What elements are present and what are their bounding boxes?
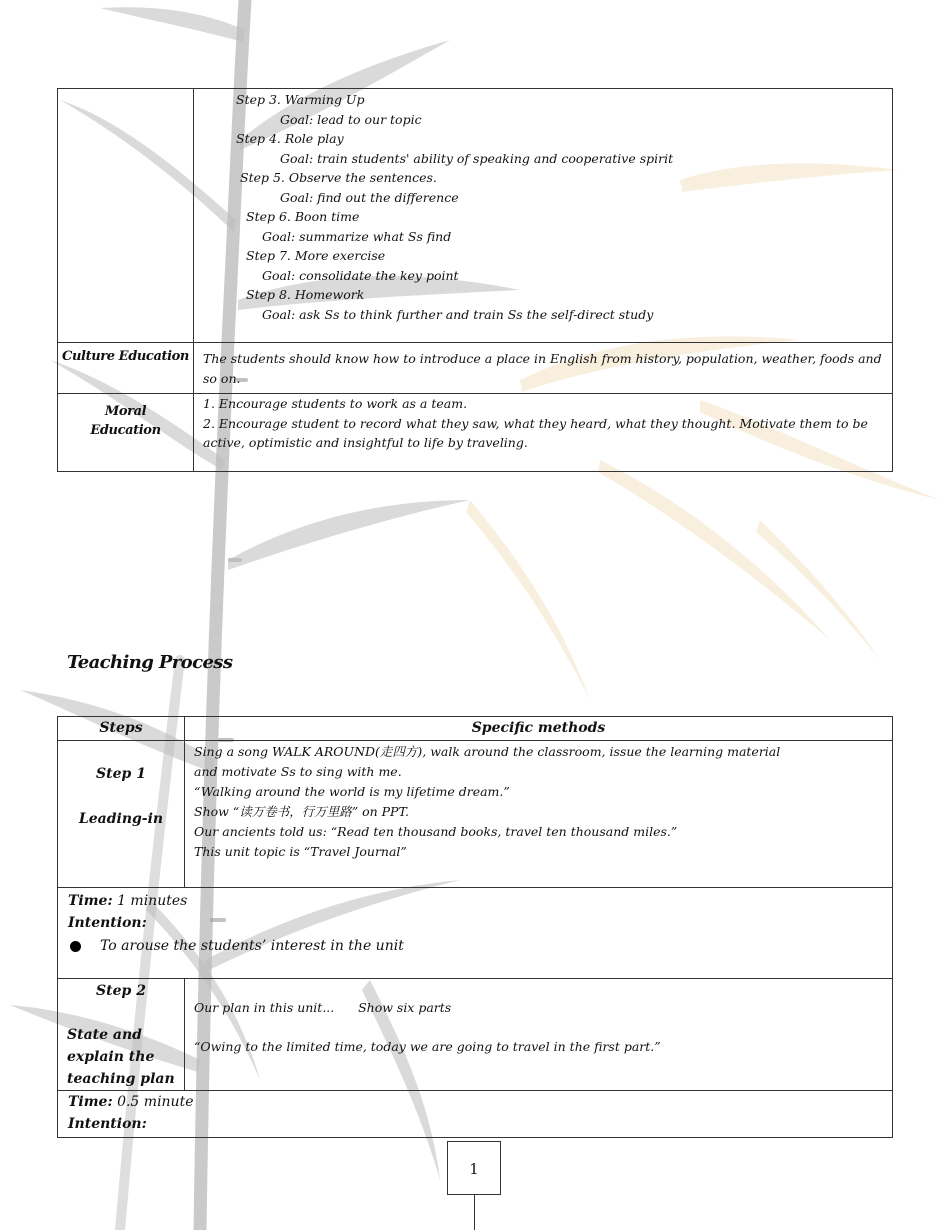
culture-education-label: Culture Education <box>62 349 189 364</box>
time-value: 0.5 minute <box>112 1094 194 1110</box>
step1-label-cell <box>58 741 185 888</box>
goal-line: Goal: ask Ss to think further and train Ss the self-direct study <box>262 306 654 322</box>
header-specific-methods: Specific methods <box>185 717 893 741</box>
bullet-icon <box>70 941 81 952</box>
step1-name: Leading-in <box>78 811 164 827</box>
method-line: Our plan in this unit... Show six parts <box>194 1000 452 1015</box>
step2-name-line: explain the <box>67 1049 155 1065</box>
step1-time-row <box>58 888 893 979</box>
step1-methods-cell <box>185 741 893 888</box>
intention-text: To arouse the students’ interest in the unit <box>100 938 404 954</box>
page-number: 1 <box>447 1141 501 1195</box>
step2-time-row <box>58 1091 893 1138</box>
step2-label-cell <box>58 979 185 1091</box>
method-line: Our ancients told us: “Read ten thousand books, travel ten thousand miles.” <box>194 824 678 839</box>
step-line: Step 3. Warming Up <box>236 92 365 107</box>
time-label: Time: <box>68 893 113 909</box>
procedure-steps-cell <box>194 89 893 343</box>
goal-line: Goal: find out the difference <box>280 189 459 205</box>
step2-label: Step 2 <box>96 983 146 999</box>
intention-label: Intention: <box>68 1116 147 1132</box>
step1-time-cell <box>58 888 893 979</box>
time-value: 1 minutes <box>112 893 188 909</box>
moral-education-label-line: Education <box>90 423 161 438</box>
moral-point: 2. Encourage student to record what they saw, what they heard, what they thought. Motivate them to be active, optimistic and insightful to life by traveling. <box>203 415 868 450</box>
step2-name-line: State and <box>67 1027 142 1043</box>
goal-line: Goal: consolidate the key point <box>262 267 459 283</box>
step2-methods-cell <box>185 979 893 1091</box>
step1-row <box>58 741 893 888</box>
method-line: Show “读万卷书，行万里路” on PPT. <box>194 804 409 819</box>
step-line: Step 7. More exercise <box>246 248 386 263</box>
culture-education-label-cell <box>58 343 194 394</box>
method-line: This unit topic is “Travel Journal” <box>194 844 407 859</box>
step2-name-line: teaching plan <box>67 1071 175 1087</box>
intention-bullet-item <box>68 934 882 958</box>
culture-education-row <box>58 343 893 394</box>
empty-label-cell <box>58 89 194 343</box>
goal-line: Goal: lead to our topic <box>280 111 422 127</box>
method-line: “Owing to the limited time, today we are going to travel in the first part.” <box>194 1039 661 1054</box>
method-line: Sing a song WALK AROUND(走四方), walk around the classroom, issue the learning material <box>194 744 781 759</box>
step2-row <box>58 979 893 1091</box>
step-line: Step 4. Role play <box>236 131 344 146</box>
moral-education-text-cell <box>194 394 893 472</box>
step-line: Step 5. Observe the sentences. <box>240 170 437 185</box>
culture-education-text-cell <box>194 343 893 394</box>
step2-time-cell <box>58 1091 893 1138</box>
method-line: and motivate Ss to sing with me. <box>194 764 402 779</box>
intention-label: Intention: <box>68 915 147 931</box>
teaching-process-table <box>57 716 893 1138</box>
moral-education-label-line: Moral <box>104 404 147 419</box>
header-steps: Steps <box>58 717 185 741</box>
culture-education-text: The students should know how to introduce a place in English from history, population, weather, foods and so on. <box>203 351 882 386</box>
step-line: Step 8. Homework <box>246 287 365 302</box>
objectives-table <box>57 88 893 472</box>
step1-label: Step 1 <box>96 766 146 782</box>
moral-education-text <box>194 394 892 458</box>
table-header-row <box>58 717 893 741</box>
goal-line: Goal: summarize what Ss find <box>262 228 452 244</box>
goal-line: Goal: train students' ability of speaking and cooperative spirit <box>280 150 674 166</box>
moral-education-label-cell <box>58 394 194 472</box>
moral-education-row <box>58 394 893 472</box>
procedure-steps-row <box>58 89 893 343</box>
step-line: Step 6. Boon time <box>246 209 360 224</box>
method-line: “Walking around the world is my lifetime dream.” <box>194 784 510 799</box>
page-number-line <box>474 1195 475 1230</box>
moral-point: 1. Encourage students to work as a team. <box>203 396 468 411</box>
section-title: Teaching Process <box>67 652 233 673</box>
time-label: Time: <box>68 1094 113 1110</box>
